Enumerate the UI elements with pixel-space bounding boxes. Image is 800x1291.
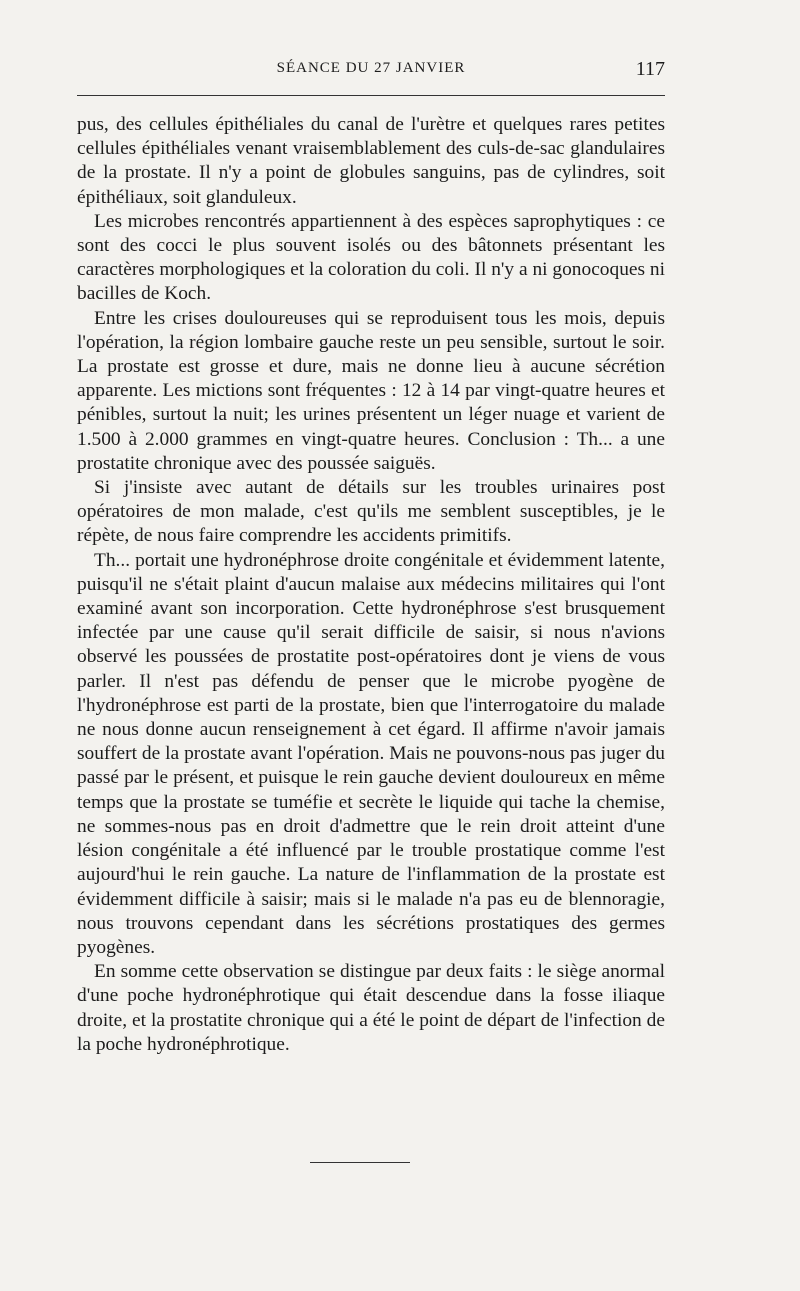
header-rule — [77, 95, 665, 96]
paragraph-hydronephrose: Th... portait une hydronéphrose droite congénitale et évidemment latente, puisqu'il ne s'était plaint d'aucun malaise aux médecins militaires qui l'ont examiné avant son incorporation. Cette hydronéphrose s'est brusquement infectée par une cause qu'il serait difficile de saisir, si nous n'avions observé les poussées de prostatite post-opératoires dont je viens de vous parler. Il n'est pas défendu de penser que le microbe pyogène de l'hydronéphrose est parti de la prostate, bien que l'interrogatoire du malade ne nous donne aucun renseignement à cet égard. Il affirme n'avoir jamais souffert de la prostate avant l'opération. Mais ne pouvons-nous pas juger du passé par le présent, et puisque le rein gauche devient douloureux en même temps que la prostate se tuméfie et secrète le liquide qui tache la chemise, ne sommes-nous pas en droit d'admettre que le rein droit atteint d'une lésion congénitale a été influencé par le trouble prostatique comme l'est aujourd'hui le rein gauche. La nature de l'inflammation de la prostate est évidemment difficile à saisir; mais si le malade n'a pas eu de blennoragie, nous trouvons cependant dans les sécrétions prostatiques des germes pyogènes. — [77, 549, 665, 958]
paragraph-insistence: Si j'insiste avec autant de détails sur les troubles urinaires post opératoires de mon malade, c'est qu'ils me semblent susceptibles, je le répète, de nous faire comprendre les accidents primitifs. — [77, 477, 665, 547]
paragraph-conclusion: En somme cette observation se distingue par deux faits : le siège anormal d'une poche hydronéphrotique qui était descendue dans la fosse iliaque droite, et la prostatite chronique qui a été le point de départ de l'infection de la poche hydronéphrotique. — [77, 961, 665, 1055]
body-text — [77, 113, 665, 1057]
paragraph-continued: pus, des cellules épithéliales du canal de l'urètre et quelques rares petites cellules épithéliales venant vraisemblablement des culs-de-sac glandulaires de la prostate. Il n'y a point de globules sanguins, pas de cylindres, soit épithéliaux, soit glanduleux. — [77, 114, 665, 208]
paragraph-microbes: Les microbes rencontrés appartiennent à des espèces saprophytiques : ce sont des cocci le plus souvent isolés ou des bâtonnets présentant les caractères morphologiques et la coloration du coli. Il n'y a ni gonocoques ni bacilles de Koch. — [77, 210, 665, 305]
page-header — [77, 58, 665, 86]
page-number: 117 — [635, 58, 665, 80]
end-rule — [310, 1162, 410, 1163]
running-head: SÉANCE DU 27 JANVIER — [276, 60, 466, 76]
paragraph-crises: Entre les crises douloureuses qui se reproduisent tous les mois, depuis l'opération, la région lombaire gauche reste un peu sensible, surtout le soir. La prostate est grosse et dure, mais ne donne lieu à aucune sécrétion apparente. Les mictions sont fréquentes : 12 à 14 par vingt-quatre heures et pénibles, surtout la nuit; les urines présentent un léger nuage et varient de 1.500 à 2.000 grammes en vingt-quatre heures. Conclusion : Th... a une prostatite chronique avec des poussée saiguës. — [77, 307, 665, 474]
